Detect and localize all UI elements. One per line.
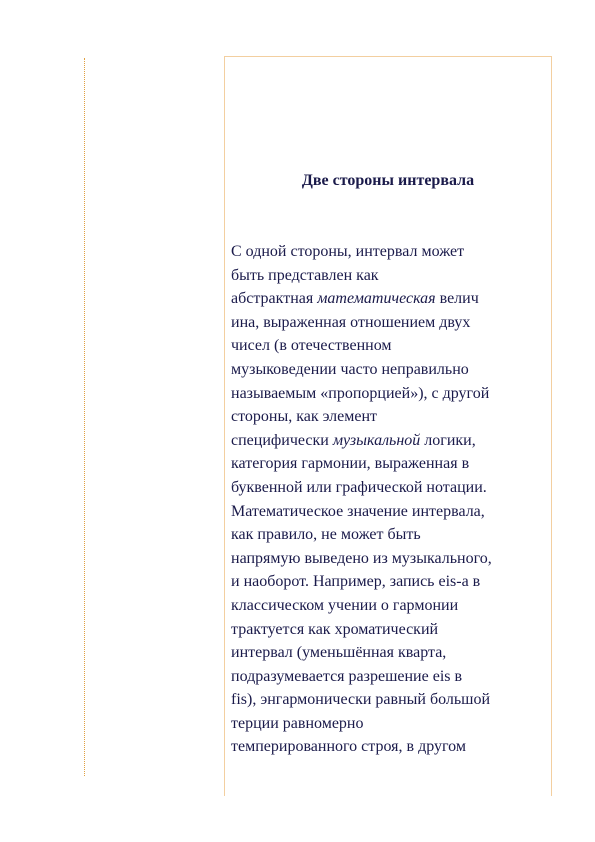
- text-line: чисел (в отечественном: [231, 337, 392, 355]
- text-line: fis), энгармонически равный большой: [231, 691, 491, 709]
- text-line: классическом учении о гармонии: [231, 596, 459, 614]
- text-line: быть представлен как: [231, 266, 379, 284]
- text-line: напрямую выведено из музыкального,: [231, 549, 492, 567]
- text-line: категория гармонии, выраженная в: [231, 455, 470, 473]
- italic-term: математическая: [317, 290, 436, 308]
- text-line: и наоборот. Например, запись eis-a в: [231, 573, 481, 591]
- text-line: [231, 287, 551, 311]
- text-line: музыковедении часто неправильно: [231, 360, 469, 378]
- text-run: логики,: [420, 431, 476, 449]
- margin-line: [84, 58, 85, 776]
- text-line: темперированного строя, в другом: [231, 738, 466, 756]
- text-line: ина, выраженная отношением двух: [231, 313, 471, 331]
- text-line: буквенной или графической нотации.: [231, 478, 487, 496]
- text-run: абстрактная: [231, 290, 318, 308]
- italic-term: музыкальной: [332, 431, 421, 449]
- text-line: стороны, как элемент: [231, 408, 378, 426]
- text-line: интервал (уменьшённая кварта,: [231, 644, 447, 662]
- body-paragraph: [231, 240, 551, 759]
- text-line: Математическое значение интервала,: [231, 502, 485, 520]
- text-line: называемым «пропорцией»), с другой: [231, 384, 490, 402]
- text-line: как правило, не может быть: [231, 526, 421, 544]
- text-line: трактуется как хроматический: [231, 620, 439, 638]
- text-line: С одной стороны, интервал может: [231, 243, 465, 260]
- text-run: специфически: [231, 431, 333, 449]
- text-run: велич: [435, 290, 479, 308]
- text-line: [231, 429, 551, 453]
- text-line: терции равномерно: [231, 714, 364, 732]
- document-title: Две стороны интервала: [301, 172, 475, 189]
- text-line: подразумевается разрешение eis в: [231, 667, 463, 685]
